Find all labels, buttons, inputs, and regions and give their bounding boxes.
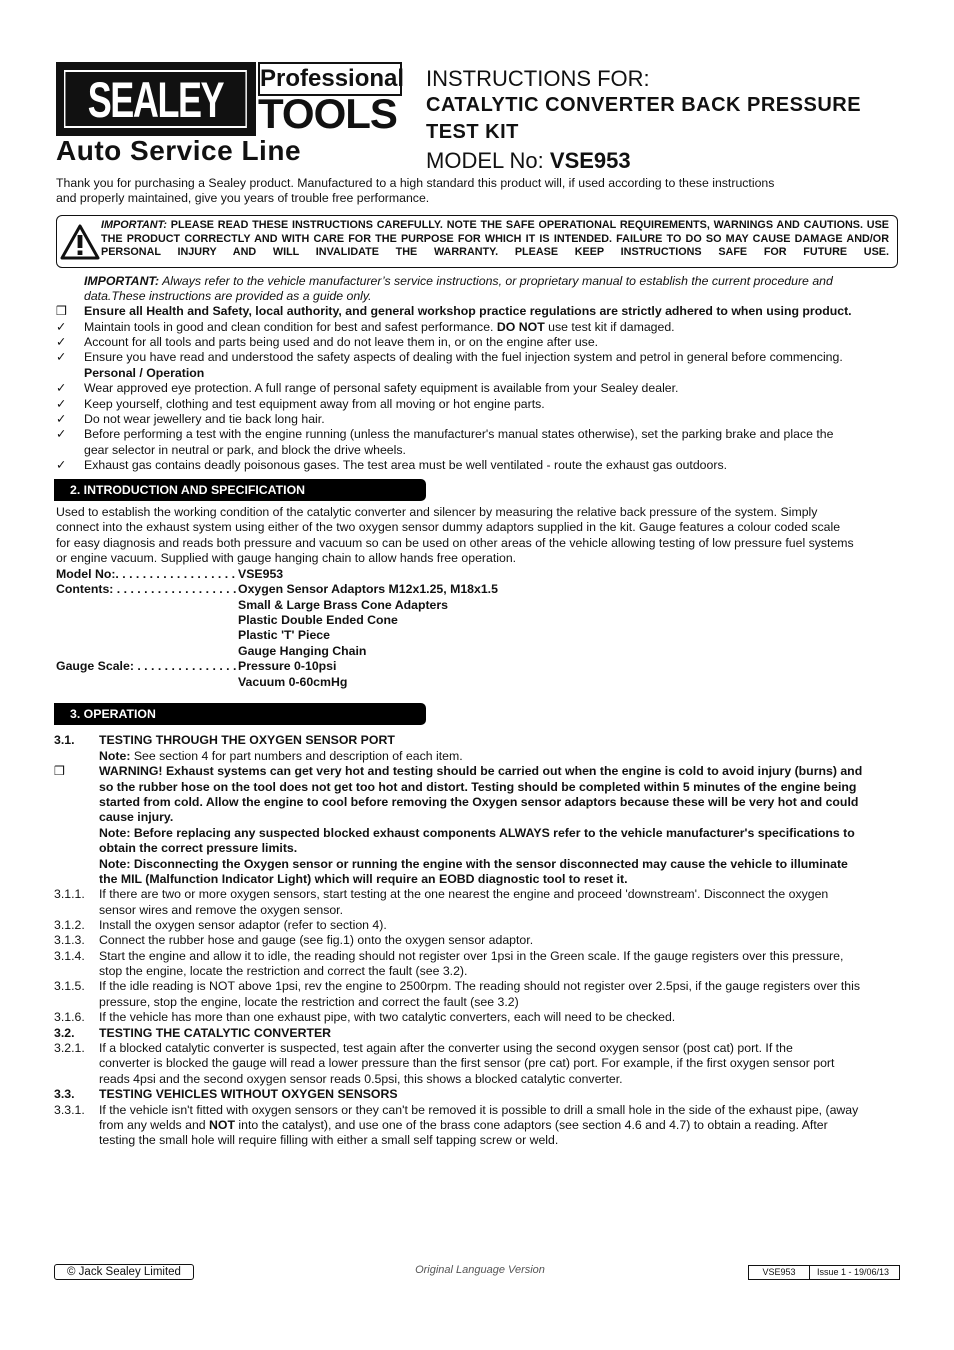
line-number: 3.3.1. <box>54 1103 85 1117</box>
line-number: 3.3. <box>54 1087 75 1101</box>
spec-row: Small & Large Brass Cone Adapters <box>238 598 449 612</box>
auto-service-line-label: Auto Service Line <box>56 135 302 166</box>
line-text: See section 4 for part numbers and description of each item. <box>133 749 463 763</box>
line-text: sensor wires and remove the oxygen sensor. <box>99 903 344 917</box>
line-text: If the vehicle isn't fitted with oxygen sensors or they can't be removed it is possible to drill a small hole in the side of the exhaust pipe, (away <box>99 1103 859 1117</box>
line-number: 3.1. <box>54 733 75 747</box>
spec-row: Plastic Double Ended Cone <box>238 613 398 627</box>
operation-line <box>54 979 898 994</box>
safety-item: ❒ Ensure all Health and Safety, local authority, and general workshop practice regulations are strictly adhered to when using product. <box>56 304 852 318</box>
line-text: If the idle reading is NOT above 1psi, rev the engine to 2500rpm. The reading should not register over 2.5psi, if the gauge registers over this <box>99 979 861 993</box>
line-number: 3.1.6. <box>54 1010 85 1024</box>
section-2-heading: 2. INTRODUCTION AND SPECIFICATION <box>54 479 426 501</box>
operation-line <box>54 903 898 918</box>
line-text: so the rubber hose on the tool does not get too hot and distort. Testing should be completed within 5 minutes of the engine being <box>99 780 857 794</box>
line-text: stop the engine, locate the restriction and correct the fault (see 3.2). <box>99 964 468 978</box>
safety-item: ✓ Before performing a test with the engine running (unless the manufacturer's manual states otherwise), set the parking brake and place the <box>56 427 834 441</box>
spec-row: Model No:. . . . . . . . . . . . . . . . . . VSE953 <box>56 567 284 581</box>
operation-line <box>54 1103 898 1118</box>
line-number: 3.1.4. <box>54 949 85 963</box>
line-text: into the catalyst), and use one of the brass cone adaptors (see section 4.6 and 4.7) to obtain a reading. After <box>235 1118 828 1132</box>
operation-line <box>54 887 898 902</box>
operation-line <box>54 733 898 748</box>
line-number: 3.1.1. <box>54 887 85 901</box>
operation-line <box>54 995 898 1010</box>
line-text: obtain the correct pressure limits. <box>99 841 298 855</box>
language-version-label: Original Language Version <box>415 1264 545 1276</box>
line-number: 3.1.5. <box>54 979 85 993</box>
operation-line <box>54 780 898 795</box>
line-text: Install the oxygen sensor adaptor (refer to section 4). <box>99 918 387 932</box>
operation-line <box>54 918 898 933</box>
model-number: MODEL No: VSE953 <box>426 148 631 173</box>
safety-item: ✓ Exhaust gas contains deadly poisonous gases. The test area must be well ventilated - route the exhaust gas outdoors. <box>56 458 728 472</box>
safety-item: ✓ Keep yourself, clothing and test equipment away from all moving or hot engine parts. <box>56 397 545 411</box>
spec-row: Contents: . . . . . . . . . . . . . . . . . . Oxygen Sensor Adaptors M12x1.25, M18x1.5 <box>56 582 498 596</box>
operation-line: from any welds and NOT into the catalyst), and use one of the brass cone adaptors (see section 4.6 and 4.7) to obtain a reading. After <box>99 1118 828 1132</box>
line-text: converter is blocked the gauge will read a lower pressure than the first sensor (pre cat) port. For example, if the first oxygen sensor port <box>99 1056 835 1070</box>
spec-row: Plastic 'T' Piece <box>238 628 330 642</box>
operation-line <box>54 826 898 841</box>
line-text: If there are two or more oxygen sensors, start testing at the one nearest the engine and proceed 'downstream'. Disconnect the oxygen <box>99 887 829 901</box>
line-text: If the vehicle has more than one exhaust pipe, with two catalytic converters, each will need to be checked. <box>99 1010 676 1024</box>
line-number: ❒ <box>54 764 66 778</box>
spec-row: Gauge Scale: . . . . . . . . . . . . . . . Pressure 0-10psi <box>56 659 337 673</box>
document-title <box>426 66 926 176</box>
operation-line <box>54 857 898 872</box>
safety-item: ✓ Account for all tools and parts being used and do not leave them in, or on the engine after use. <box>56 335 599 349</box>
operation-line <box>54 1087 898 1102</box>
operation-line <box>54 1056 898 1071</box>
spec-row: Vacuum 0-60cmHg <box>238 675 348 689</box>
line-text: Note: Disconnecting the Oxygen sensor or running the engine with the sensor disconnected may cause the vehicle to illuminate <box>99 857 848 871</box>
safety-subheading: Personal / Operation <box>84 366 205 380</box>
line-number: 3.1.3. <box>54 933 85 947</box>
operation-line <box>54 795 898 810</box>
important-note-cont: data.These instructions are provided as a guide only. <box>84 289 372 303</box>
section-3-heading: 3. OPERATION <box>54 703 426 725</box>
line-text: TESTING VEHICLES WITHOUT OXYGEN SENSORS <box>99 1087 398 1101</box>
operation-line <box>54 1072 898 1087</box>
copyright-label: © Jack Sealey Limited <box>54 1264 194 1280</box>
operation-line <box>54 949 898 964</box>
professional-label: Professional <box>258 62 402 96</box>
operation-line <box>54 810 898 825</box>
line-text: started from cold. Allow the engine to cool before removing the Oxygen sensor adaptors because these will be very hot and could <box>99 795 859 809</box>
line-text: If a blocked catalytic converter is suspected, test again after the converter using the second oxygen sensor (post cat) port. If the <box>99 1041 793 1055</box>
important-note: IMPORTANT: Always refer to the vehicle manufacturer’s service instructions, or proprietary manual to establish the current procedure and <box>84 274 833 288</box>
operation-line <box>54 1026 898 1041</box>
line-text: testing the small hole will require filling with either a small self tapping screw or weld. <box>99 1133 559 1147</box>
sealey-logo <box>56 62 256 136</box>
safety-item: ✓ Ensure you have read and understood the safety aspects of dealing with the fuel injection system and petrol in general before commencing. <box>56 350 843 364</box>
line-number: 3.2. <box>54 1026 75 1040</box>
sealey-logo-text: SEALEY <box>64 70 247 128</box>
operation-line <box>54 933 898 948</box>
safety-item-cont: gear selector in neutral or park, and block the drive wheels. <box>84 443 406 457</box>
warning-triangle-icon <box>60 224 100 260</box>
tools-label: TOOLS <box>258 90 397 137</box>
operation-line <box>54 1133 898 1148</box>
warning-text: IMPORTANT: PLEASE READ THESE INSTRUCTIONS CAREFULLY. NOTE THE SAFE OPERATIONAL REQUIREMENTS, WARNINGS AND CAUTIONS. USE THE PRODUCT CORRECTLY AND WITH CARE FOR THE PURPOSE FOR WHICH IT IS INTENDED. FAILURE TO DO SO MAY CAUSE DAMAGE AND/OR PERSONAL INJURY AND WILL INVALIDATE THE WARRANTY. PLEASE KEEP INSTRUCTIONS SAFE FOR FUTURE USE. <box>101 219 889 258</box>
operation-line <box>54 964 898 979</box>
line-number: 3.1.2. <box>54 918 85 932</box>
line-text: Start the engine and allow it to idle, the reading should not register over 1psi in the Green scale. If the gauge registers over this pressure, <box>99 949 844 963</box>
safety-item: ✓ Maintain tools in good and clean condition for best and safest performance. DO NOT use test kit if damaged. <box>56 320 675 334</box>
operation-line: Note: See section 4 for part numbers and description of each item. <box>99 749 463 763</box>
safety-item: ✓ Do not wear jewellery and tie back long hair. <box>56 412 325 426</box>
line-text: Connect the rubber hose and gauge (see fig.1) onto the oxygen sensor adaptor. <box>99 933 534 947</box>
title-line-3: TEST KIT <box>426 121 519 143</box>
line-text: reads 4psi and the second oxygen sensor reads 0.5psi, this shows a blocked catalytic converter. <box>99 1072 623 1086</box>
line-text: pressure, stop the engine, locate the restriction and correct the fault (see 3.2) <box>99 995 519 1009</box>
title-line-2: CATALYTIC CONVERTER BACK PRESSURE <box>426 94 862 116</box>
title-line-1: INSTRUCTIONS FOR: <box>426 66 650 91</box>
operation-line <box>54 872 898 887</box>
section-2-paragraph: Used to establish the working condition of the catalytic converter and silencer by measuring the relative back pressure of the system. Simply connect into the exhaust system using either of the two oxygen sensor dummy adaptors supplied in the kit. Gauge features a colour coded scale for easy diagnosis and reads both pressure and vacuum so can be used on other areas of the vehicle allowing testing of low pressure fuel systems or engine vacuum. Supplied with gauge hanging chain to allow hands free operation. <box>56 505 854 566</box>
operation-line <box>54 1041 898 1056</box>
line-text: Note: Before replacing any suspected blocked exhaust components ALWAYS refer to the vehicle manufacturer's specifications to <box>99 826 855 840</box>
operation-line <box>54 1010 898 1025</box>
line-text: TESTING THROUGH THE OXYGEN SENSOR PORT <box>99 733 395 747</box>
issue-label: VSE953 Issue 1 - 19/06/13 <box>748 1265 900 1280</box>
line-text: TESTING THE CATALYTIC CONVERTER <box>99 1026 332 1040</box>
intro-text: Thank you for purchasing a Sealey product. Manufactured to a high standard this product will, if used according to these instructions and properly maintained, give you years of trouble free performance. <box>56 176 775 206</box>
spec-row: Gauge Hanging Chain <box>238 644 367 658</box>
line-text: WARNING! Exhaust systems can get very hot and testing should be carried out when the engine is cold to avoid injury (burns) and <box>99 764 863 778</box>
operation-line <box>54 841 898 856</box>
line-number: 3.2.1. <box>54 1041 85 1055</box>
line-text: cause injury. <box>99 810 174 824</box>
warning-box <box>56 215 898 268</box>
line-text: the MIL (Malfunction Indicator Light) which will require an EOBD diagnostic tool to reset it. <box>99 872 628 886</box>
safety-item: ✓ Wear approved eye protection. A full range of personal safety equipment is available from your Sealey dealer. <box>56 381 679 395</box>
operation-line <box>54 764 898 779</box>
